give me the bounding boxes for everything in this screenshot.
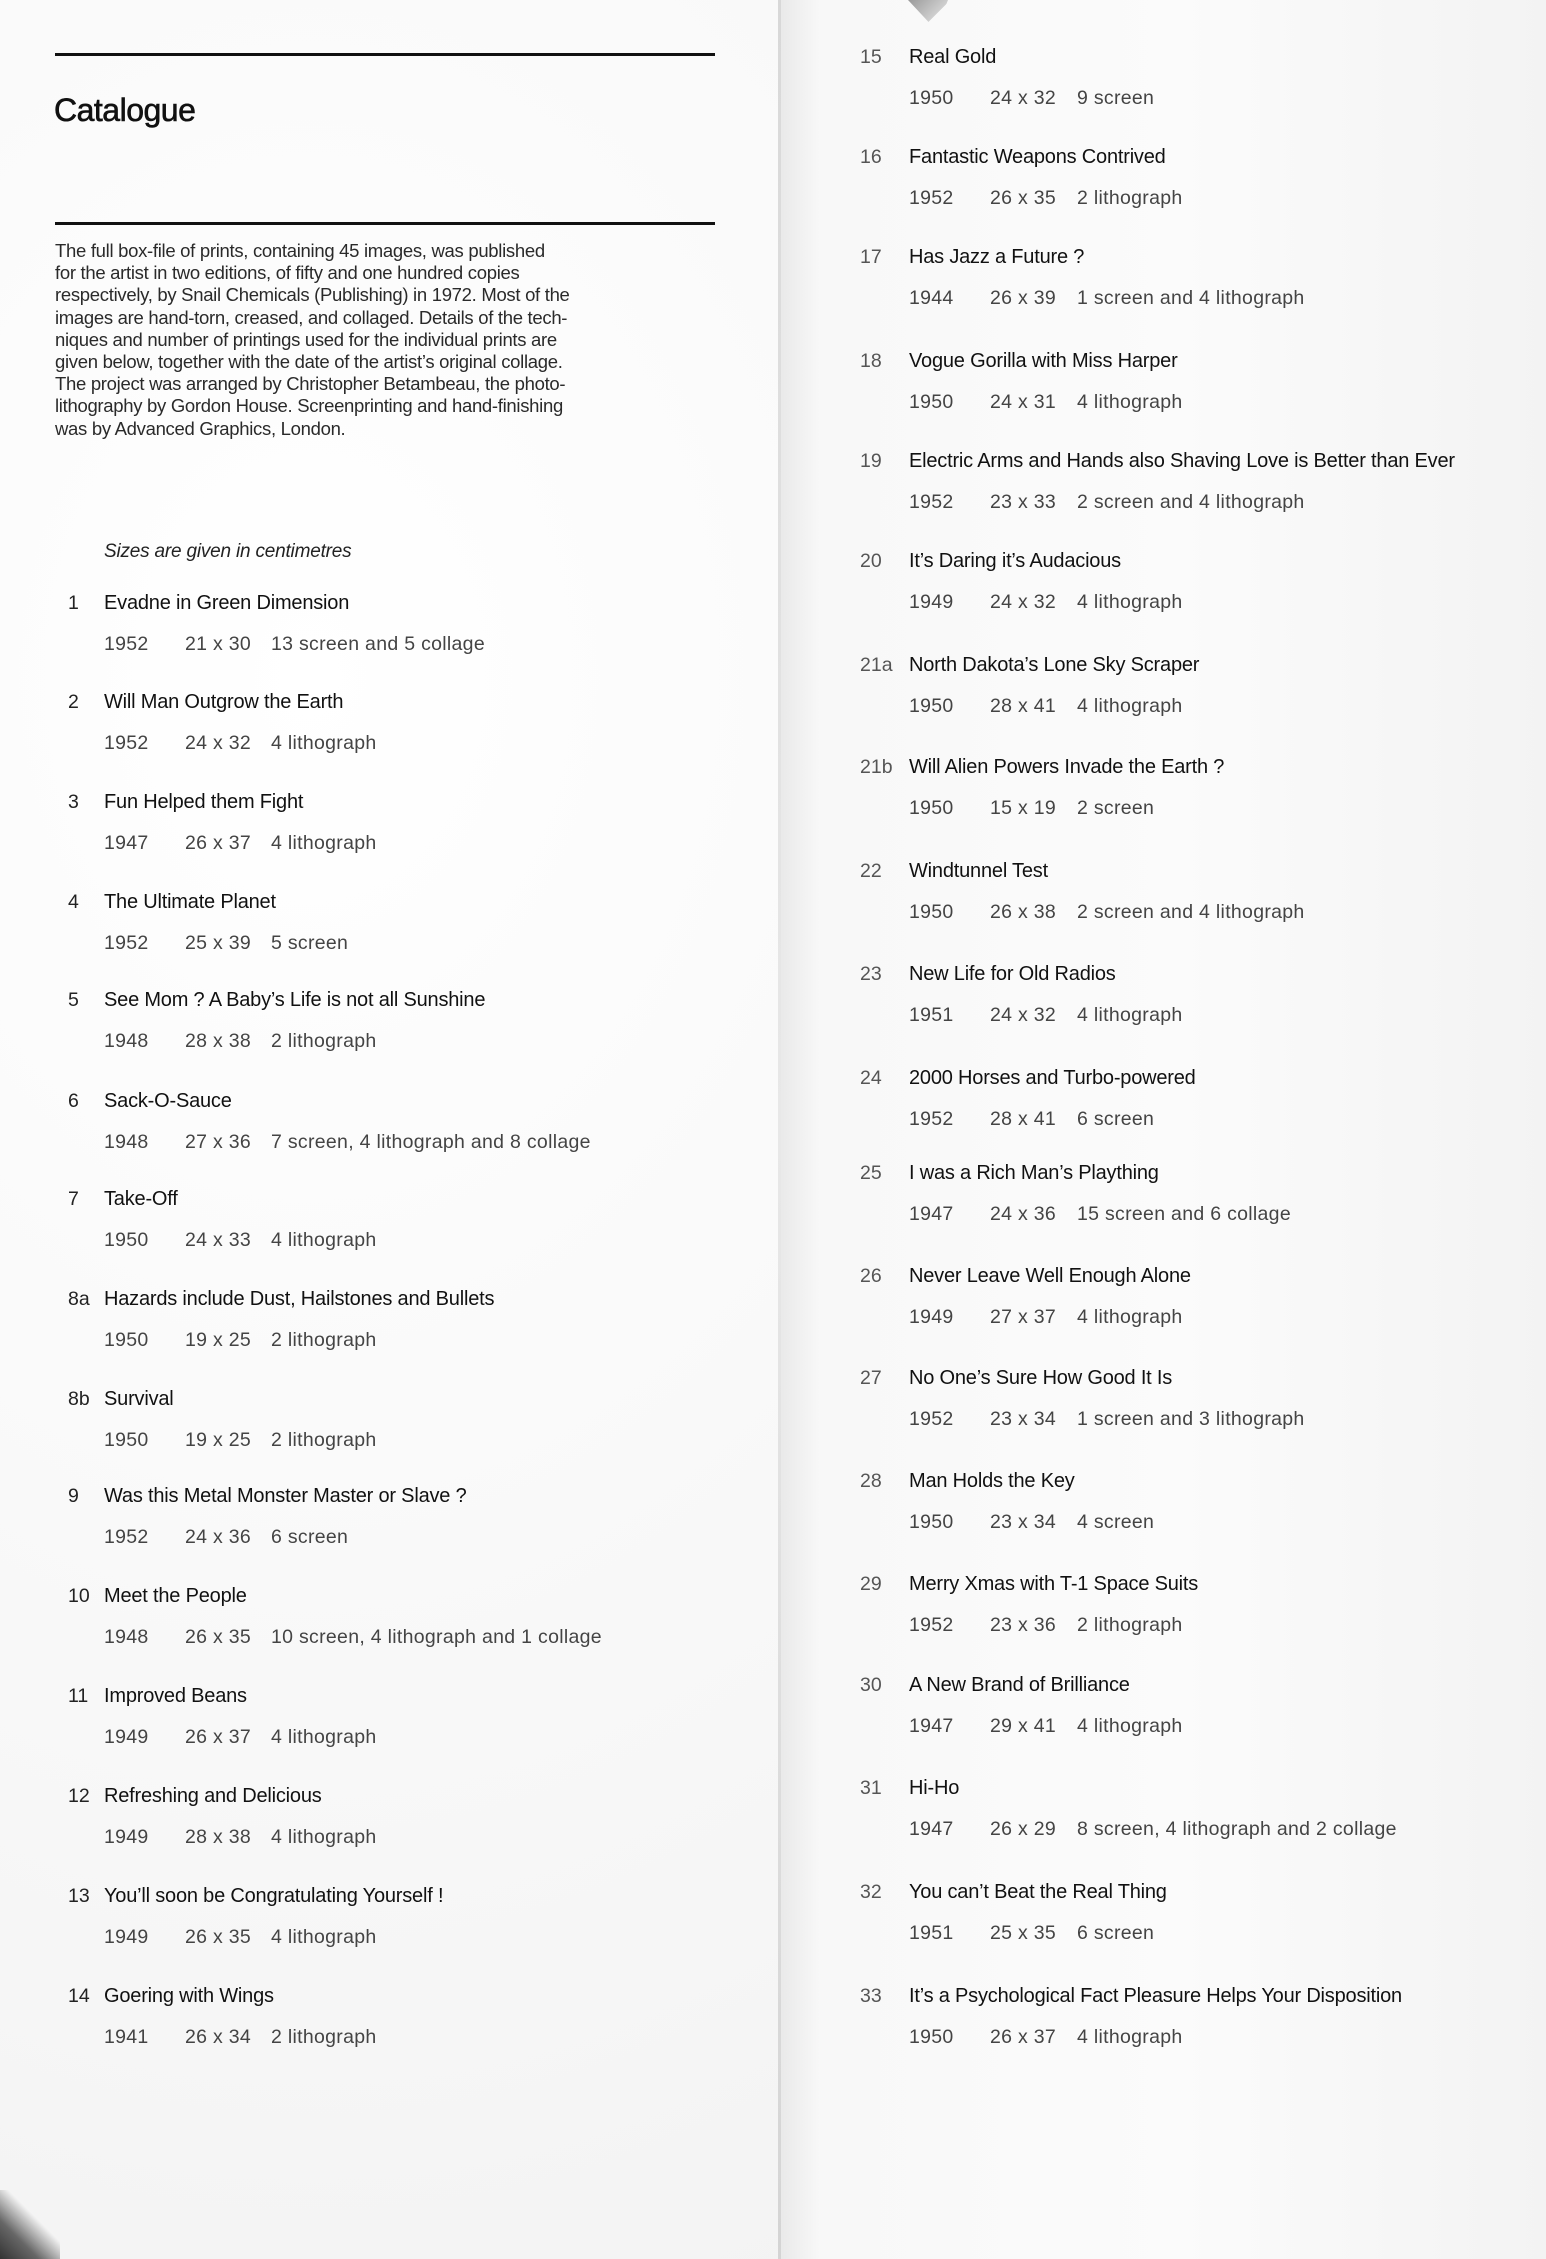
item-title: Will Alien Powers Invade the Earth ?	[909, 756, 1225, 778]
item-number: 7	[68, 1188, 79, 1210]
intro-line: respectively, by Snail Chemicals (Publishing) in 1972. Most of the	[55, 284, 570, 306]
item-technique: 6 screen	[271, 1526, 349, 1548]
item-technique: 1 screen and 4 lithograph	[1077, 287, 1305, 309]
item-number: 5	[68, 989, 79, 1011]
item-title: You’ll soon be Congratulating Yourself !	[104, 1885, 444, 1907]
item-size: 24 x 33	[185, 1229, 252, 1251]
item-title: North Dakota’s Lone Sky Scraper	[909, 654, 1200, 676]
intro-line: was by Advanced Graphics, London.	[55, 417, 346, 439]
item-title: Take-Off	[104, 1188, 178, 1210]
intro-paragraph	[55, 240, 735, 440]
item-size: 26 x 35	[185, 1926, 252, 1948]
item-title: It’s a Psychological Fact Pleasure Helps Your Disposition	[909, 1985, 1402, 2007]
item-number: 25	[860, 1162, 882, 1184]
item-title: Sack-O-Sauce	[104, 1090, 232, 1112]
item-year: 1952	[104, 932, 149, 954]
item-title: Windtunnel Test	[909, 860, 1048, 882]
item-technique: 8 screen, 4 lithograph and 2 collage	[1077, 1818, 1397, 1840]
item-size: 24 x 32	[990, 87, 1057, 109]
item-number: 2	[68, 691, 79, 713]
page-title: Catalogue	[54, 92, 196, 128]
item-number: 21a	[860, 654, 893, 676]
item-year: 1952	[104, 1526, 149, 1548]
item-title: Survival	[104, 1388, 174, 1410]
item-size: 26 x 37	[185, 832, 252, 854]
item-title: Real Gold	[909, 46, 997, 68]
item-size: 24 x 36	[990, 1203, 1057, 1225]
item-technique: 4 lithograph	[1077, 2026, 1183, 2048]
item-year: 1952	[909, 187, 954, 209]
item-year: 1950	[909, 695, 954, 717]
item-size: 27 x 36	[185, 1131, 252, 1153]
item-title: Man Holds the Key	[909, 1470, 1075, 1492]
intro-line: lithography by Gordon House. Screenprinting and hand-finishing	[55, 395, 563, 417]
item-size: 26 x 38	[990, 901, 1057, 923]
item-year: 1950	[909, 797, 954, 819]
item-size: 28 x 41	[990, 1108, 1057, 1130]
item-size: 26 x 39	[990, 287, 1057, 309]
item-technique: 7 screen, 4 lithograph and 8 collage	[271, 1131, 591, 1153]
item-technique: 4 lithograph	[1077, 1004, 1183, 1026]
item-title: You can’t Beat the Real Thing	[909, 1881, 1167, 1903]
intro-line: The full box-file of prints, containing 45 images, was published	[55, 240, 545, 261]
item-title: Was this Metal Monster Master or Slave ?	[104, 1485, 467, 1507]
item-title: Goering with Wings	[104, 1985, 274, 2007]
item-size: 25 x 35	[990, 1922, 1057, 1944]
item-technique: 4 lithograph	[1077, 1306, 1183, 1328]
item-technique: 5 screen	[271, 932, 349, 954]
intro-line: images are hand-torn, creased, and collaged. Details of the tech-	[55, 306, 568, 328]
item-technique: 2 screen and 4 lithograph	[1077, 491, 1305, 513]
item-number: 19	[860, 450, 882, 472]
item-year: 1947	[909, 1715, 954, 1737]
item-year: 1949	[104, 1926, 149, 1948]
item-number: 9	[68, 1485, 79, 1507]
item-number: 26	[860, 1265, 882, 1287]
item-technique: 4 lithograph	[271, 1926, 377, 1948]
item-technique: 9 screen	[1077, 87, 1155, 109]
item-size: 26 x 35	[990, 187, 1057, 209]
item-technique: 13 screen and 5 collage	[271, 633, 485, 655]
item-year: 1947	[104, 832, 149, 854]
item-number: 24	[860, 1067, 882, 1089]
item-size: 23 x 34	[990, 1511, 1057, 1533]
item-number: 29	[860, 1573, 882, 1595]
item-technique: 2 screen and 4 lithograph	[1077, 901, 1305, 923]
item-title: 2000 Horses and Turbo-powered	[909, 1067, 1196, 1089]
item-title: New Life for Old Radios	[909, 963, 1116, 985]
item-year: 1952	[909, 491, 954, 513]
item-size: 24 x 31	[990, 391, 1057, 413]
item-size: 28 x 41	[990, 695, 1057, 717]
item-technique: 10 screen, 4 lithograph and 1 collage	[271, 1626, 602, 1648]
item-technique: 2 lithograph	[271, 1429, 377, 1451]
item-title: Vogue Gorilla with Miss Harper	[909, 350, 1178, 372]
right-page	[780, 0, 1546, 2259]
item-technique: 2 lithograph	[1077, 187, 1183, 209]
item-size: 23 x 34	[990, 1408, 1057, 1430]
item-size: 26 x 37	[185, 1726, 252, 1748]
item-year: 1950	[104, 1429, 149, 1451]
item-title: Electric Arms and Hands also Shaving Love is Better than Ever	[909, 450, 1455, 472]
item-title: Has Jazz a Future ?	[909, 246, 1085, 268]
item-size: 24 x 32	[990, 591, 1057, 613]
item-title: Fun Helped them Fight	[104, 791, 304, 813]
item-number: 23	[860, 963, 882, 985]
item-number: 6	[68, 1090, 79, 1112]
item-technique: 4 lithograph	[1077, 391, 1183, 413]
item-year: 1952	[909, 1108, 954, 1130]
item-number: 32	[860, 1881, 882, 1903]
sizes-note: Sizes are given in centimetres	[104, 541, 352, 562]
item-size: 24 x 36	[185, 1526, 252, 1548]
corner-shadow	[0, 2190, 60, 2259]
intro-rule	[55, 222, 715, 225]
item-number: 30	[860, 1674, 882, 1696]
item-year: 1949	[104, 1826, 149, 1848]
intro-line: The project was arranged by Christopher Betambeau, the photo-	[55, 373, 566, 395]
item-number: 8a	[68, 1288, 90, 1310]
item-year: 1952	[909, 1408, 954, 1430]
item-number: 4	[68, 891, 79, 913]
item-technique: 1 screen and 3 lithograph	[1077, 1408, 1305, 1430]
item-size: 26 x 29	[990, 1818, 1057, 1840]
item-size: 23 x 36	[990, 1614, 1057, 1636]
item-year: 1944	[909, 287, 954, 309]
item-technique: 4 lithograph	[271, 1826, 377, 1848]
item-year: 1950	[104, 1329, 149, 1351]
item-number: 12	[68, 1785, 90, 1807]
item-year: 1951	[909, 1004, 954, 1026]
item-number: 20	[860, 550, 882, 572]
item-title: The Ultimate Planet	[104, 891, 276, 913]
top-rule	[55, 53, 715, 56]
item-technique: 4 lithograph	[1077, 591, 1183, 613]
item-title: A New Brand of Brilliance	[909, 1674, 1130, 1696]
item-year: 1948	[104, 1626, 149, 1648]
item-size: 19 x 25	[185, 1429, 252, 1451]
item-title: Hazards include Dust, Hailstones and Bullets	[104, 1288, 495, 1310]
item-number: 33	[860, 1985, 882, 2007]
item-size: 23 x 33	[990, 491, 1057, 513]
item-year: 1950	[909, 1511, 954, 1533]
item-year: 1950	[909, 87, 954, 109]
item-technique: 4 lithograph	[1077, 695, 1183, 717]
item-number: 16	[860, 146, 882, 168]
item-technique: 6 screen	[1077, 1922, 1155, 1944]
item-number: 11	[68, 1685, 89, 1707]
item-size: 27 x 37	[990, 1306, 1057, 1328]
item-technique: 2 lithograph	[271, 1329, 377, 1351]
item-number: 31	[860, 1777, 882, 1799]
item-year: 1950	[909, 901, 954, 923]
item-technique: 6 screen	[1077, 1108, 1155, 1130]
item-technique: 4 lithograph	[271, 832, 377, 854]
intro-line: niques and number of printings used for the individual prints are	[55, 328, 557, 350]
item-year: 1949	[104, 1726, 149, 1748]
item-title: Never Leave Well Enough Alone	[909, 1265, 1191, 1287]
item-title: See Mom ? A Baby’s Life is not all Sunshine	[104, 989, 486, 1011]
item-year: 1950	[909, 391, 954, 413]
item-year: 1949	[909, 1306, 954, 1328]
item-year: 1947	[909, 1203, 954, 1225]
item-title: I was a Rich Man’s Plaything	[909, 1162, 1159, 1184]
item-year: 1948	[104, 1030, 149, 1052]
item-year: 1952	[909, 1614, 954, 1636]
item-size: 21 x 30	[185, 633, 252, 655]
item-number: 22	[860, 860, 882, 882]
item-title: It’s Daring it’s Audacious	[909, 550, 1121, 572]
item-size: 28 x 38	[185, 1030, 252, 1052]
item-technique: 2 lithograph	[271, 2026, 377, 2048]
item-year: 1950	[909, 2026, 954, 2048]
item-title: No One’s Sure How Good It Is	[909, 1367, 1173, 1389]
item-number: 14	[68, 1985, 90, 2007]
item-number: 17	[860, 246, 882, 268]
item-technique: 2 lithograph	[271, 1030, 377, 1052]
item-title: Merry Xmas with T-1 Space Suits	[909, 1573, 1199, 1595]
item-title: Refreshing and Delicious	[104, 1785, 322, 1807]
item-year: 1948	[104, 1131, 149, 1153]
item-size: 24 x 32	[990, 1004, 1057, 1026]
item-year: 1941	[104, 2026, 149, 2048]
center-fold	[778, 0, 781, 2259]
item-number: 3	[68, 791, 79, 813]
item-number: 8b	[68, 1388, 90, 1410]
intro-line: for the artist in two editions, of fifty and one hundred copies	[55, 262, 520, 284]
item-title: Improved Beans	[104, 1685, 247, 1707]
item-size: 25 x 39	[185, 932, 252, 954]
item-number: 10	[68, 1585, 90, 1607]
item-year: 1952	[104, 633, 149, 655]
item-year: 1952	[104, 732, 149, 754]
item-number: 15	[860, 46, 882, 68]
item-size: 29 x 41	[990, 1715, 1057, 1737]
item-size: 28 x 38	[185, 1826, 252, 1848]
item-number: 28	[860, 1470, 882, 1492]
item-size: 26 x 37	[990, 2026, 1057, 2048]
item-title: Evadne in Green Dimension	[104, 592, 350, 614]
item-number: 21b	[860, 756, 893, 778]
item-size: 24 x 32	[185, 732, 252, 754]
item-title: Meet the People	[104, 1585, 247, 1607]
item-year: 1951	[909, 1922, 954, 1944]
item-title: Will Man Outgrow the Earth	[104, 691, 344, 713]
item-technique: 15 screen and 6 collage	[1077, 1203, 1291, 1225]
item-number: 18	[860, 350, 882, 372]
item-title: Fantastic Weapons Contrived	[909, 146, 1166, 168]
item-number: 13	[68, 1885, 90, 1907]
item-year: 1947	[909, 1818, 954, 1840]
item-size: 19 x 25	[185, 1329, 252, 1351]
item-technique: 4 lithograph	[271, 1726, 377, 1748]
item-size: 15 x 19	[990, 797, 1057, 819]
item-size: 26 x 35	[185, 1626, 252, 1648]
item-size: 26 x 34	[185, 2026, 252, 2048]
item-technique: 4 lithograph	[271, 732, 377, 754]
item-number: 27	[860, 1367, 882, 1389]
item-technique: 2 screen	[1077, 797, 1155, 819]
item-year: 1950	[104, 1229, 149, 1251]
item-number: 1	[68, 592, 79, 614]
intro-line: given below, together with the date of the artist’s original collage.	[55, 351, 563, 373]
item-title: Hi-Ho	[909, 1777, 960, 1799]
item-technique: 2 lithograph	[1077, 1614, 1183, 1636]
item-technique: 4 lithograph	[1077, 1715, 1183, 1737]
item-technique: 4 screen	[1077, 1511, 1155, 1533]
item-year: 1949	[909, 591, 954, 613]
item-technique: 4 lithograph	[271, 1229, 377, 1251]
